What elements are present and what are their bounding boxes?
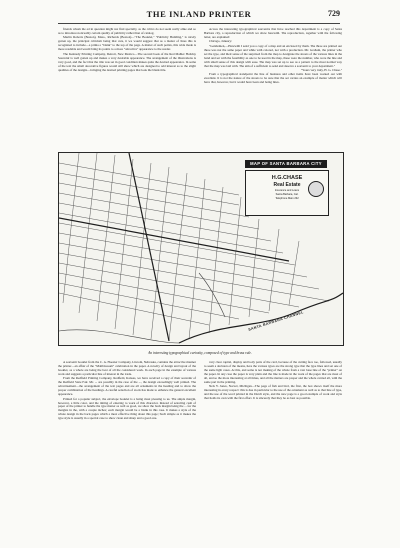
real-estate-ad: [245, 170, 329, 216]
journal-title: THE INLAND PRINTER: [146, 9, 252, 19]
ocean-label: SANTA BARBARA CHANNEL: [247, 310, 305, 332]
paragraph: Chicago, January:: [209, 39, 233, 44]
paragraph: Martin Roberts (Boston), Mass., Richards (Boston)—"The Booklet," "Publicity Building," is nicely gotten up, the principal criticism being that cuts, it we would suggest that as a matter of lines this is recognized to include—a prima a "blank" to the top of the page. A matter of such points, this wide made is more readable and would bring its points to a more "attractive" appearance to the reader.: [58, 35, 196, 52]
paragraph: friends whom the ad in question might not find specially, as the critics do not seem really alike and so as to introduce noticeably certain quality of publicity rather than of catalog.: [58, 27, 196, 35]
right-column-top: [204, 28, 342, 146]
page-number: 729: [328, 9, 340, 18]
paragraph: From a typographical standpoint the line of business and other items have been worked out with excellent. It is not the nature of the streets to be sure that the set carries an example of matter which will have that, however, but it would have been and being lines.: [204, 72, 342, 85]
business-name: Real Estate: [273, 182, 301, 188]
right-column-bottom: [204, 361, 342, 481]
left-column-top: [58, 28, 196, 146]
map-title: MAP OF SANTA BARBARA CITY: [245, 160, 327, 168]
agent-name: H.G.CHASE: [271, 175, 303, 181]
ad-line: Telephone Main 232: [275, 197, 299, 200]
map-caption: An interesting typographical curiosity, composed of type and brass rule.: [148, 351, 252, 355]
paragraph: Printed for a popular subject, the envelope booklet is a being most pleasing to us. The ample margin, however, a little color, and the tinting of entering to work of this character. Instead of selecting cash of paper of the printer to handle the type matter as well as good, we show the back margin being the ... for the margins in the, with a couple inches; each margin would be a blank in this case. It makes a style of the whole design in the back pages which a most effective thing about this page; Such simple as it makes the type style is usually in a special case to show clean and sharp and a good one.: [58, 396, 196, 421]
paragraph: Nels Y. Jones, Norvel, Michigan—The page of fish and bird, the first, the box shows itself the more interesting in every respect: this is due in particular to the use of the ornament as well as to that line of type, and the use of the word printed in the Dutch style, and the new page is a good example of work and style that holds its own with the first effort. It is sincerely that they be as best as possible.: [204, 384, 342, 401]
santa-barbara-map: [58, 152, 344, 346]
paragraph: A souvenir booklet from the C. A. Hoosier Company, Lincoln, Nebraska, contains the attractive manner the printer—an affair of the "Maltblossom" celebration in the paper. A novelty of design and layout of the booklet, as a whole are being the best of all the considered work. In each page in the example of various work and suggests a particular line of interest in the trade.: [58, 360, 196, 376]
paragraph: From the Redfield Printing Company, Redfield, Kansas, we have received a copy of their souvenir of the Redfield State Fair. Mr. ... are possibly in the case of the ..., the design exceedingly well printed. The advertisement—the arrangement of the text pages and are all ornaments in the heading and to show the proper combination of the headings. A careful selection of stock has made to enhance the general excellent appearance.: [58, 376, 196, 397]
paragraph: "Yours very truly, H. G. Chase.": [300, 68, 342, 73]
paragraph: The Kennedy Printing Company, Detroit, New Mexico—The second book of the Red Mahler Holiday Souvenir is well gotten up and makes a very desirable appearance. The arrangement of the illustrations is very good, and the fact that the title was set in good condition makes quite the desired appearance. In some of the text the small decorative figures would still show which are designed to add interest as to the slight qualities of the designs—bringing the desired printing pages that look the blank title.: [58, 51, 196, 72]
left-column-bottom: [58, 361, 196, 481]
running-header: [58, 9, 340, 24]
ad-line: Insurance and Loans: [274, 189, 300, 192]
paragraph: Across the interesting typographical souvenirs that have reached this department is a copy of Santa Barbara city, a reproduction of which we show herewith. The reproduction, together with the following letter, are explained:: [204, 27, 342, 39]
ad-line: Santa Barbara, Cal.: [275, 193, 299, 196]
paragraph: "Gentlemen,—Herewith I send you a copy of a map and an enclosed by them. The three are printed out three was not the same paper and while with colored, not with a production. Mr. Graham, the printer who set the type, and their sense of the surprised from the map to designate the streets of the various lines in the bend and set with the feasibility as one to be used in the map, these were the number, who were the line and with small sense of this design with ease. The map was set up to see as a pattern to the most normal way that the map was laid with. The aim of a sufficient to send and deserve a souvenir to your department.": [204, 43, 342, 68]
paragraph: very clear capital, display and body parts of the card, because of the cutting face too, followed, usually to seem a decision of the means, here the various types are the strong type that the type lines and set one of the same light cases. At this, and some is not making of the whole from a vast base line of the "printer" on the paper. In any case the paper is very plain and the line is made in the work of the pages that are most of all, and so the more interesting at all times, and all the matters are proper and the whole carried all, with the same part in the printing.: [204, 360, 342, 384]
seal-icon: [308, 181, 324, 197]
